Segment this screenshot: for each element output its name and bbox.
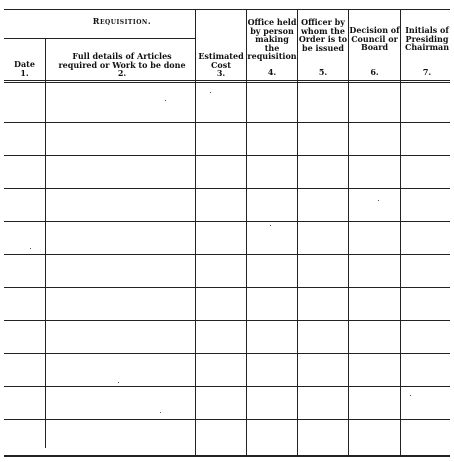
column-number-initials: 7. [422, 67, 432, 77]
column-label: Office held by person making the requisition [247, 17, 297, 61]
top-border [4, 9, 450, 10]
print-speck [270, 225, 271, 226]
row-rule [4, 419, 450, 420]
column-label: Officer by whom the Order is to be issued [298, 17, 348, 53]
column-number: 2. [117, 68, 127, 78]
print-speck [165, 100, 166, 101]
column-label: Date [14, 59, 35, 69]
row-rule [4, 122, 450, 123]
requisition-heading: Requisition. [92, 16, 152, 26]
print-speck [30, 248, 31, 249]
header-bottom-rule-2 [4, 82, 450, 83]
column-label: Decision of Council or Board [349, 25, 400, 52]
column-header-initials [401, 26, 453, 52]
column-number-office-held: 4. [267, 67, 277, 77]
column-label: Full details of Articles required or Work to be done [58, 51, 186, 70]
row-rule [4, 155, 450, 156]
bottom-border [4, 455, 450, 457]
print-speck [410, 395, 411, 396]
column-header-date [4, 60, 45, 77]
row-rule [4, 254, 450, 255]
column-number-officer: 5. [318, 67, 328, 77]
row-rule [4, 287, 450, 288]
row-rule [4, 353, 450, 354]
header-bottom-rule [4, 80, 450, 81]
column-number-decision: 6. [370, 67, 379, 77]
column-header-details [58, 52, 186, 78]
column-header-officer [298, 18, 348, 52]
column-header-office-held [247, 18, 297, 61]
column-label: Estimated Cost [198, 51, 244, 70]
row-rule [4, 386, 450, 387]
row-rule [4, 188, 450, 189]
row-rule [4, 320, 450, 321]
column-header-cost [196, 52, 246, 78]
print-speck [210, 92, 211, 93]
requisition-heading-rule [4, 38, 195, 39]
print-speck [160, 412, 161, 413]
column-label: Initials of Presiding Chairman [404, 25, 450, 52]
column-number: 3. [216, 68, 226, 78]
column-number: 1. [20, 67, 29, 78]
print-speck [378, 200, 379, 201]
row-rule [4, 221, 450, 222]
column-header-decision [349, 26, 400, 52]
print-speck [118, 382, 119, 383]
